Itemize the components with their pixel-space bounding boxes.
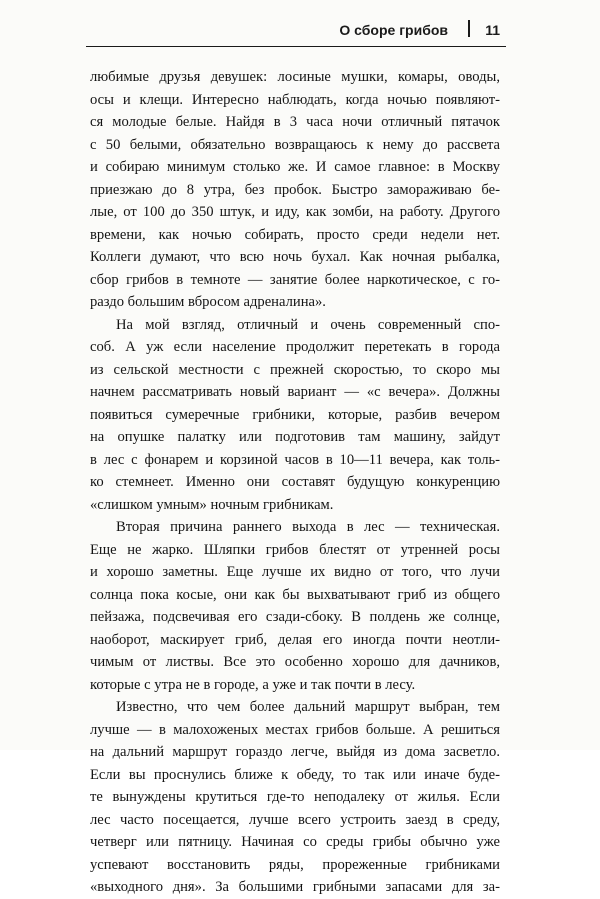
text-line: Если вы проснулись ближе к обеду, то так или иначе буде-: [90, 766, 500, 783]
body-text: [90, 66, 500, 899]
text-line: времени, как ночью собирать, просто среди недели нет.: [90, 226, 500, 243]
text-line: четверг или пятницу. Начиная со среды грибы обычно уже: [90, 834, 500, 850]
text-line: соб. А уж если население продолжит перетекать в города: [90, 339, 500, 355]
text-line: и хорошо заметны. Еще лучше их видно от того, что лучи: [90, 564, 500, 580]
text-line: те вынуждены крутиться где-то неподалеку от жилья. Если: [90, 789, 500, 805]
text-line: лес часто посещается, лучше всего устроить заезд в среду,: [90, 811, 500, 828]
text-line: из сельской местности с прежней скоростью, то скоро мы: [90, 361, 500, 378]
running-head-separator: [468, 20, 470, 37]
text-line: раздо большим вбросом адреналина».: [90, 294, 326, 310]
text-line: наоборот, маскирует гриб, делая его иногда почти неотли-: [90, 631, 500, 648]
text-line: осы и клещи. Интересно наблюдать, когда ночью появляют-: [90, 91, 500, 108]
running-head-title: О сборе грибов: [339, 22, 448, 38]
text-line: солнца пока косые, они как бы выхватывают гриб из общего: [90, 586, 500, 603]
text-line: лучше — в малохоженых местах грибов больше. А решиться: [90, 721, 500, 738]
text-line: ко стемнеет. Именно они составят будущую конкуренцию: [90, 474, 500, 490]
text-line: которые с утра не в городе, а уже и так почти в лесу.: [90, 676, 416, 693]
text-line: ся молодые белые. Найдя в 3 часа ночи отличный пятачок: [90, 114, 500, 130]
text-line: «выходного дня». За большими грибными запасами для за-: [90, 879, 500, 895]
text-line: чимым от листвы. Все это особенно хорошо для дачников,: [90, 654, 500, 670]
running-head: [86, 18, 506, 47]
text-line: и собираю минимум столько же. И самое главное: в Москву: [90, 159, 500, 175]
text-line: на опушке палатку или подготовив там машину, зайдут: [90, 429, 500, 445]
text-line: Еще не жарко. Шляпки грибов блестят от утренней росы: [90, 541, 500, 558]
text-line: с 50 белыми, обязательно возвращаюсь к нему до рассвета: [90, 136, 500, 153]
text-line: «слишком умным» ночным грибникам.: [90, 496, 334, 513]
text-line: на дальний маршрут гораздо легче, выйдя из дома засветло.: [90, 744, 500, 760]
text-line: начнем рассматривать новый вариант — «с вечера». Должны: [90, 384, 500, 400]
text-line: в лес с фонарем и корзиной часов в 10—11 вечера, как толь-: [90, 451, 500, 468]
text-line: Вторая причина раннего выхода в лес — техническая.: [116, 519, 500, 535]
text-line: успевают восстановить ряды, прореженные грибниками: [90, 856, 500, 873]
text-line: появиться сумеречные грибники, которые, разбив вечером: [90, 406, 500, 423]
text-line: приезжаю до 8 утра, без пробок. Быстро замораживаю бе-: [90, 181, 500, 198]
text-line: лые, от 100 до 350 штук, и иду, как зомби, на работу. Другого: [90, 204, 500, 220]
text-line: сбор грибов в темноте — занятие более наркотическое, с го-: [90, 271, 500, 288]
text-line: На мой взгляд, отличный и очень современный спо-: [116, 316, 500, 333]
text-line: Коллеги думают, что всю ночь бухал. Как ночная рыбалка,: [90, 249, 500, 265]
page-number: 11: [485, 22, 500, 38]
text-line: Известно, что чем более дальний маршрут выбран, тем: [116, 699, 500, 715]
text-line: любимые друзья девушек: лосиные мушки, комары, оводы,: [90, 69, 500, 85]
text-line: пейзажа, подсвечивая его сзади-сбоку. В полдень же солнце,: [90, 609, 500, 625]
